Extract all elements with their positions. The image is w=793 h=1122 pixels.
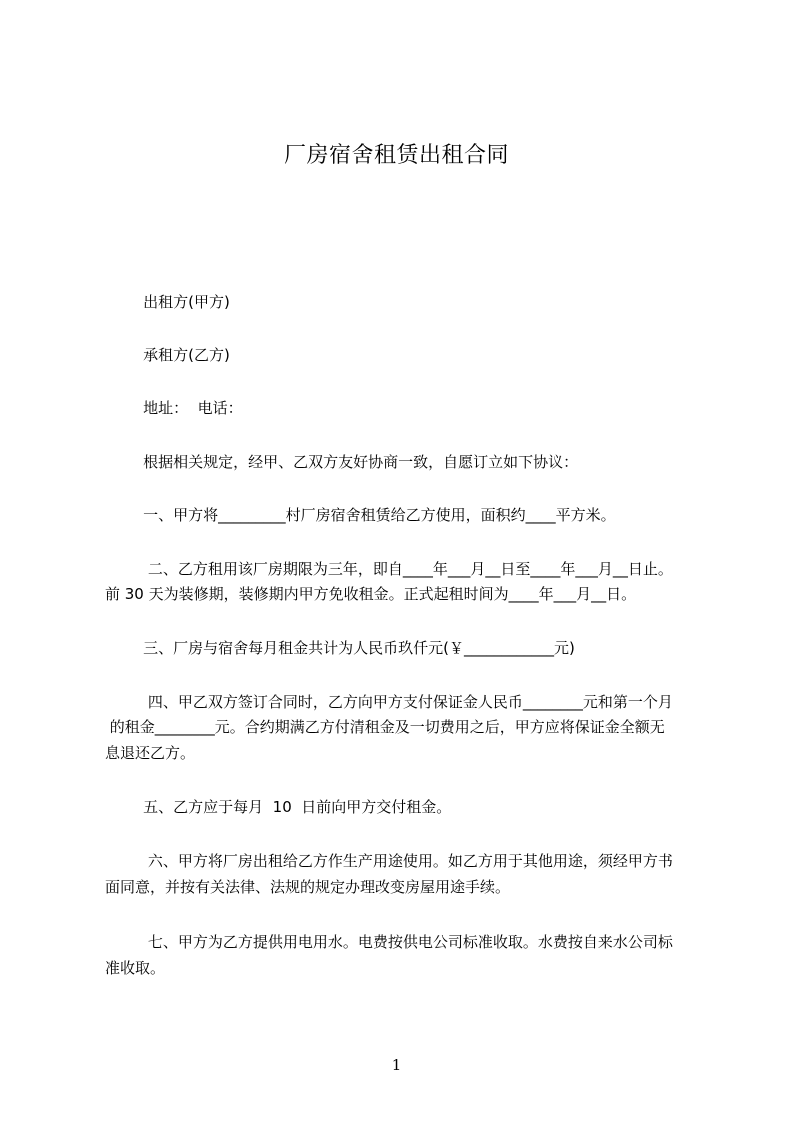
clause-7-line-1: 七、甲方为乙方提供用电用水。电费按供电公司标准收取。水费按自来水公司标 [105, 933, 673, 951]
clause-2-line-2: 前 30 天为装修期，装修期内甲方免收租金。正式起租时间为____年___月__日。 [105, 585, 637, 603]
clause-2-line-1: 二、乙方租用该厂房期限为三年，即自____年___月__日至____年___月__日止。 [105, 560, 673, 578]
document-title: 厂房宿舍租赁出租合同 [283, 143, 509, 168]
clause-4-line-3: 息退还乙方。 [105, 744, 196, 762]
clause-7-line-2: 准收取。 [105, 959, 166, 977]
clause-4-line-2: 的租金________元。合约期满乙方付清租金及一切费用之后，甲方应将保证金全额无 [105, 718, 665, 736]
page-number: 1 [391, 1056, 402, 1074]
party-b-line: 承租方(乙方) [105, 346, 230, 364]
clause-4-line-1: 四、甲乙双方签订合同时，乙方向甲方支付保证金人民币________元和第一个月 [105, 693, 673, 711]
clause-5-line: 五、乙方应于每月 10 日前向甲方交付租金。 [105, 798, 452, 816]
party-a-line: 出租方(甲方) [105, 293, 230, 311]
preamble-line: 根据相关规定，经甲、乙双方友好协商一致，自愿订立如下协议： [105, 453, 579, 471]
address-phone-line: 地址： 电话： [105, 399, 243, 417]
clause-3-line: 三、厂房与宿舍每月租金共计为人民币玖仟元(￥____________元) [105, 639, 575, 657]
clause-6-line-1: 六、甲方将厂房出租给乙方作生产用途使用。如乙方用于其他用途，须经甲方书 [105, 852, 673, 870]
clause-1-line: 一、甲方将_________村厂房宿舍租赁给乙方使用，面积约____平方米。 [105, 506, 616, 524]
clause-6-line-2: 面同意，并按有关法律、法规的规定办理改变房屋用途手续。 [105, 878, 511, 896]
